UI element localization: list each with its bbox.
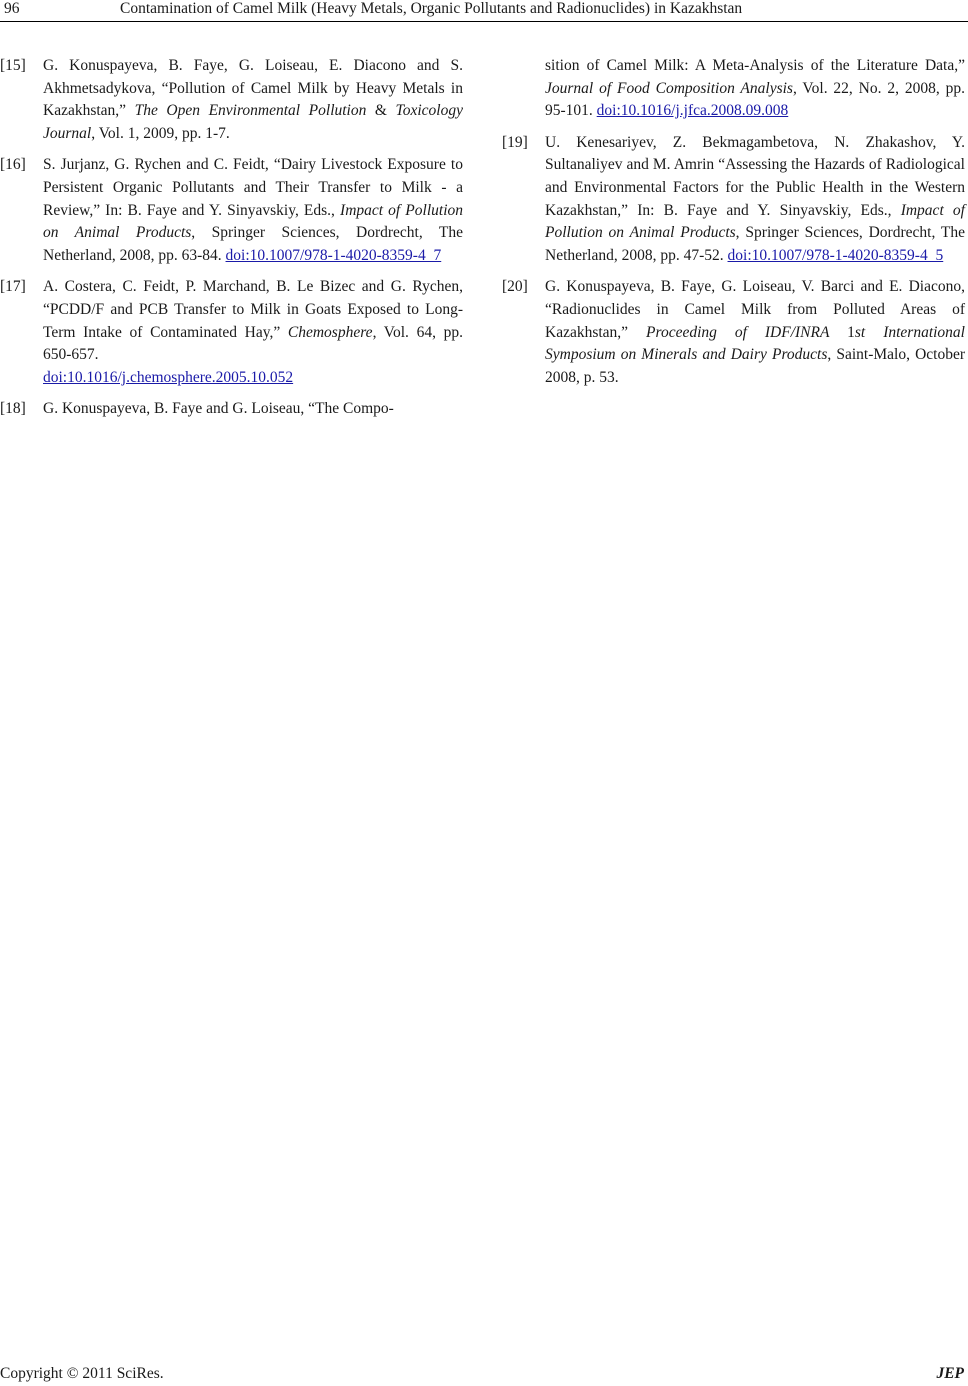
right-column bbox=[502, 55, 965, 398]
reference-18-continued bbox=[502, 55, 965, 123]
reference-18 bbox=[0, 398, 463, 421]
header-rule bbox=[0, 21, 968, 22]
reference-19 bbox=[502, 132, 965, 268]
reference-number: [18] bbox=[0, 400, 26, 418]
footer-journal: JEP bbox=[936, 1365, 964, 1382]
page-number: 96 bbox=[4, 0, 20, 17]
reference-number: [20] bbox=[502, 278, 528, 296]
reference-number: [16] bbox=[0, 156, 26, 174]
reference-15 bbox=[0, 55, 463, 145]
doi-link[interactable]: doi:10.1007/978-1-4020-8359-4_5 bbox=[727, 246, 944, 264]
reference-text: G. Konuspayeva, B. Faye and G. Loiseau, “The Compo- bbox=[43, 400, 394, 418]
reference-20 bbox=[502, 276, 965, 389]
reference-text: G. Konuspayeva, B. Faye, G. Loiseau, E. Diacono and S. Akhmetsadykova, “Pollution of Camel Milk by Heavy Metals in Kazakhstan,” The Open Environmental Pollution & Toxicology Journal, Vol. 1, 2009, pp. 1-7. bbox=[43, 57, 463, 142]
reference-text: G. Konuspayeva, B. Faye, G. Loiseau, V. Barci and E. Diacono, “Radionuclides in Camel Milk from Polluted Areas of Kazakhstan,” Proceeding of IDF/INRA 1st International Symposium on Minerals and Dairy Products, Saint-Malo, October 2008, p. 53. bbox=[545, 278, 965, 386]
doi-link[interactable]: doi:10.1016/j.chemosphere.2005.10.052 bbox=[43, 368, 294, 386]
reference-17 bbox=[0, 276, 463, 389]
running-title: Contamination of Camel Milk (Heavy Metals, Organic Pollutants and Radionuclides) in Kazakhstan bbox=[120, 0, 743, 17]
reference-16 bbox=[0, 154, 463, 267]
reference-number: [15] bbox=[0, 57, 26, 74]
reference-number: [17] bbox=[0, 278, 26, 296]
reference-number: [19] bbox=[502, 133, 528, 151]
left-column bbox=[0, 55, 463, 430]
reference-text: U. Kenesariyev, Z. Bekmagambetova, N. Zhakashov, Y. Sultanaliyev and M. Amrin “Assessing the Hazards of Radiological and Environmental Factors for the Public Health in the Western Kazakhstan,” In: B. Faye and Y. Sinyavskiy, Eds., Impact of Pollution on Animal Products, Springer Sciences, Dordrecht, The Netherland, 2008, pp. 47-52. bbox=[545, 133, 965, 264]
reference-text: sition of Camel Milk: A Meta-Analysis of the Literature Data,” Journal of Food Composition Analysis, Vol. 22, No. 2, 2008, pp. 95-101. bbox=[545, 57, 965, 120]
reference-text: S. Jurjanz, G. Rychen and C. Feidt, “Dairy Livestock Exposure to Persistent Organic Pollutants and Their Transfer to Milk - a Review,” In: B. Faye and Y. Sinyavskiy, Eds., Impact of Pollution on Animal Products, Springer Sciences, Dordrecht, The Netherland, 2008, pp. 63-84. bbox=[43, 156, 464, 264]
reference-text: A. Costera, C. Feidt, P. Marchand, B. Le Bizec and G. Rychen, “PCDD/F and PCB Transfer to Milk in Goats Exposed to Long-Term Intake of Contaminated Hay,” Chemosphere, Vol. 64, pp. 650-657. bbox=[43, 278, 463, 364]
footer-copyright: Copyright © 2011 SciRes. bbox=[0, 1365, 164, 1382]
doi-link[interactable]: doi:10.1016/j.jfca.2008.09.008 bbox=[596, 102, 789, 120]
doi-link[interactable]: doi:10.1007/978-1-4020-8359-4_7 bbox=[225, 246, 442, 264]
